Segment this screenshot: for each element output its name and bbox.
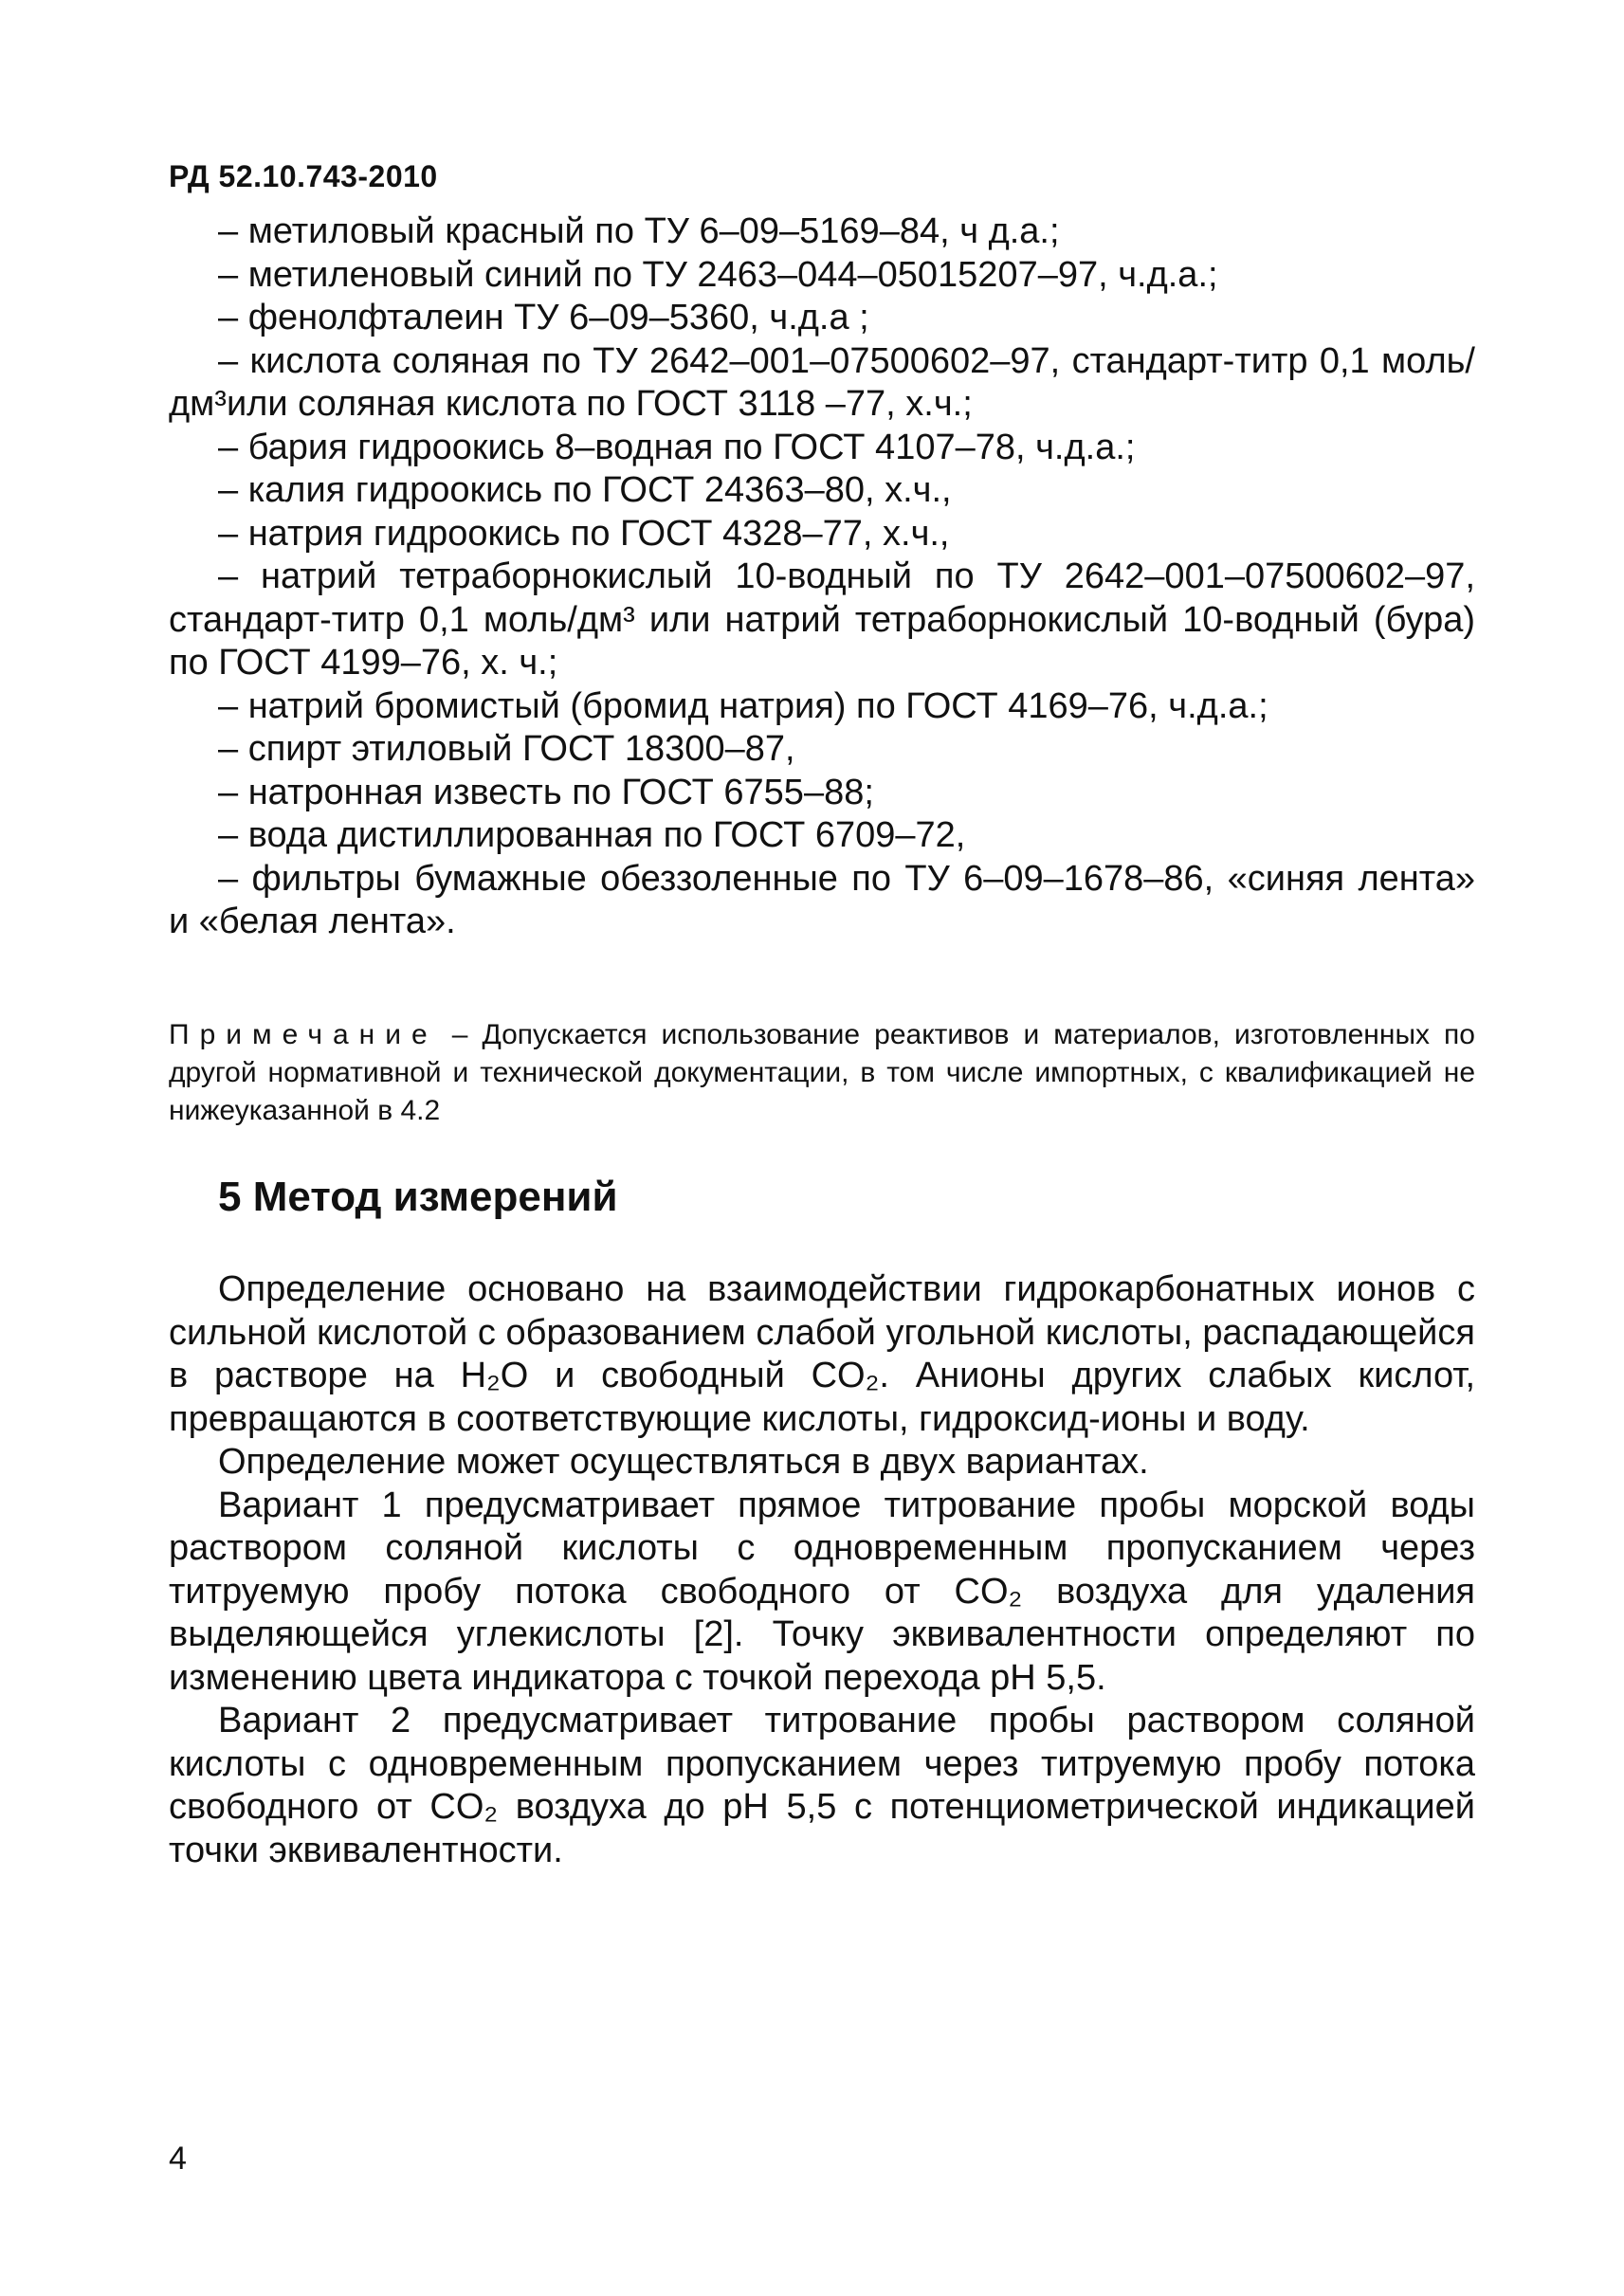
section-heading: 5 Метод измерений xyxy=(218,1174,618,1220)
note-label: Примечание xyxy=(169,1019,438,1050)
list-item: – метиленовый синий по ТУ 2463–044–05015207–97, ч.д.а.; xyxy=(218,254,1218,295)
list-item: – фенолфталеин ТУ 6–09–5360, ч.д.а ; xyxy=(218,298,869,337)
section-body xyxy=(169,1268,1475,1872)
list-item: – бария гидроокись 8–водная по ГОСТ 4107–78, ч.д.а.; xyxy=(218,427,1136,467)
list-item: – натронная известь по ГОСТ 6755–88; xyxy=(218,772,874,812)
list-item: – фильтры бумажные обеззоленные по ТУ 6–09–1678–86, «синяя лента» и «белая лента». xyxy=(169,858,1475,941)
paragraph: Определение основано на взаимодействии гидрокарбонатных ионов с сильной кислотой с образованием слабой угольной кислоты, распадающейся в растворе на H₂O и свободный CO₂. Анионы других слабых кислот, превращаются в соответствующие кислоты, гидроксид-ионы и воду. xyxy=(169,1269,1475,1439)
list-item: – калия гидроокись по ГОСТ 24363–80, х.ч., xyxy=(218,470,952,510)
list-item: – вода дистиллированная по ГОСТ 6709–72, xyxy=(218,815,966,855)
list-item: – натрий тетраборнокислый 10-водный по ТУ 2642–001–07500602–97, стандарт-титр 0,1 моль/дм³ или натрий тетраборнокислый 10-водный (бура) по ГОСТ 4199–76, х. ч.; xyxy=(169,556,1475,683)
paragraph: Определение может осуществляться в двух вариантах. xyxy=(218,1442,1149,1482)
list-item: – натрия гидроокись по ГОСТ 4328–77, х.ч., xyxy=(218,513,950,554)
reagents-list xyxy=(169,210,1475,944)
document-code: РД 52.10.743-2010 xyxy=(169,159,438,193)
list-item: – натрий бромистый (бромид натрия) по ГОСТ 4169–76, ч.д.а.; xyxy=(218,685,1268,726)
note-block xyxy=(169,1016,1475,1130)
paragraph: Вариант 2 предусматривает титрование пробы раствором соляной кислоты с одновременным пропусканием через титруемую пробу потока свободного от CO₂ воздуха до pH 5,5 с потенциометрической индикацией точки эквивалентности. xyxy=(169,1701,1475,1870)
note-text: – Допускается использование реактивов и материалов, изготовленных по другой нормативной и технической документации, в том числе импортных, с квалификацией не нижеуказанной в 4.2 xyxy=(169,1019,1475,1126)
paragraph: Вариант 1 предусматривает прямое титрование пробы морской воды раствором соляной кислоты с одновременным пропусканием через титруемую пробу потока свободного от CO₂ воздуха для удаления выделяющейся углекислоты [2]. Точку эквивалентности определяют по изменению цвета индикатора с точкой перехода pH 5,5. xyxy=(169,1485,1475,1698)
list-item: – спирт этиловый ГОСТ 18300–87, xyxy=(218,729,795,769)
page-number: 4 xyxy=(169,2141,187,2177)
list-item: – метиловый красный по ТУ 6–09–5169–84, ч д.а.; xyxy=(218,211,1060,251)
list-item: – кислота соляная по ТУ 2642–001–07500602–97, стандарт-титр 0,1 моль/дм³или соляная кислота по ГОСТ 3118 –77, х.ч.; xyxy=(169,340,1475,424)
